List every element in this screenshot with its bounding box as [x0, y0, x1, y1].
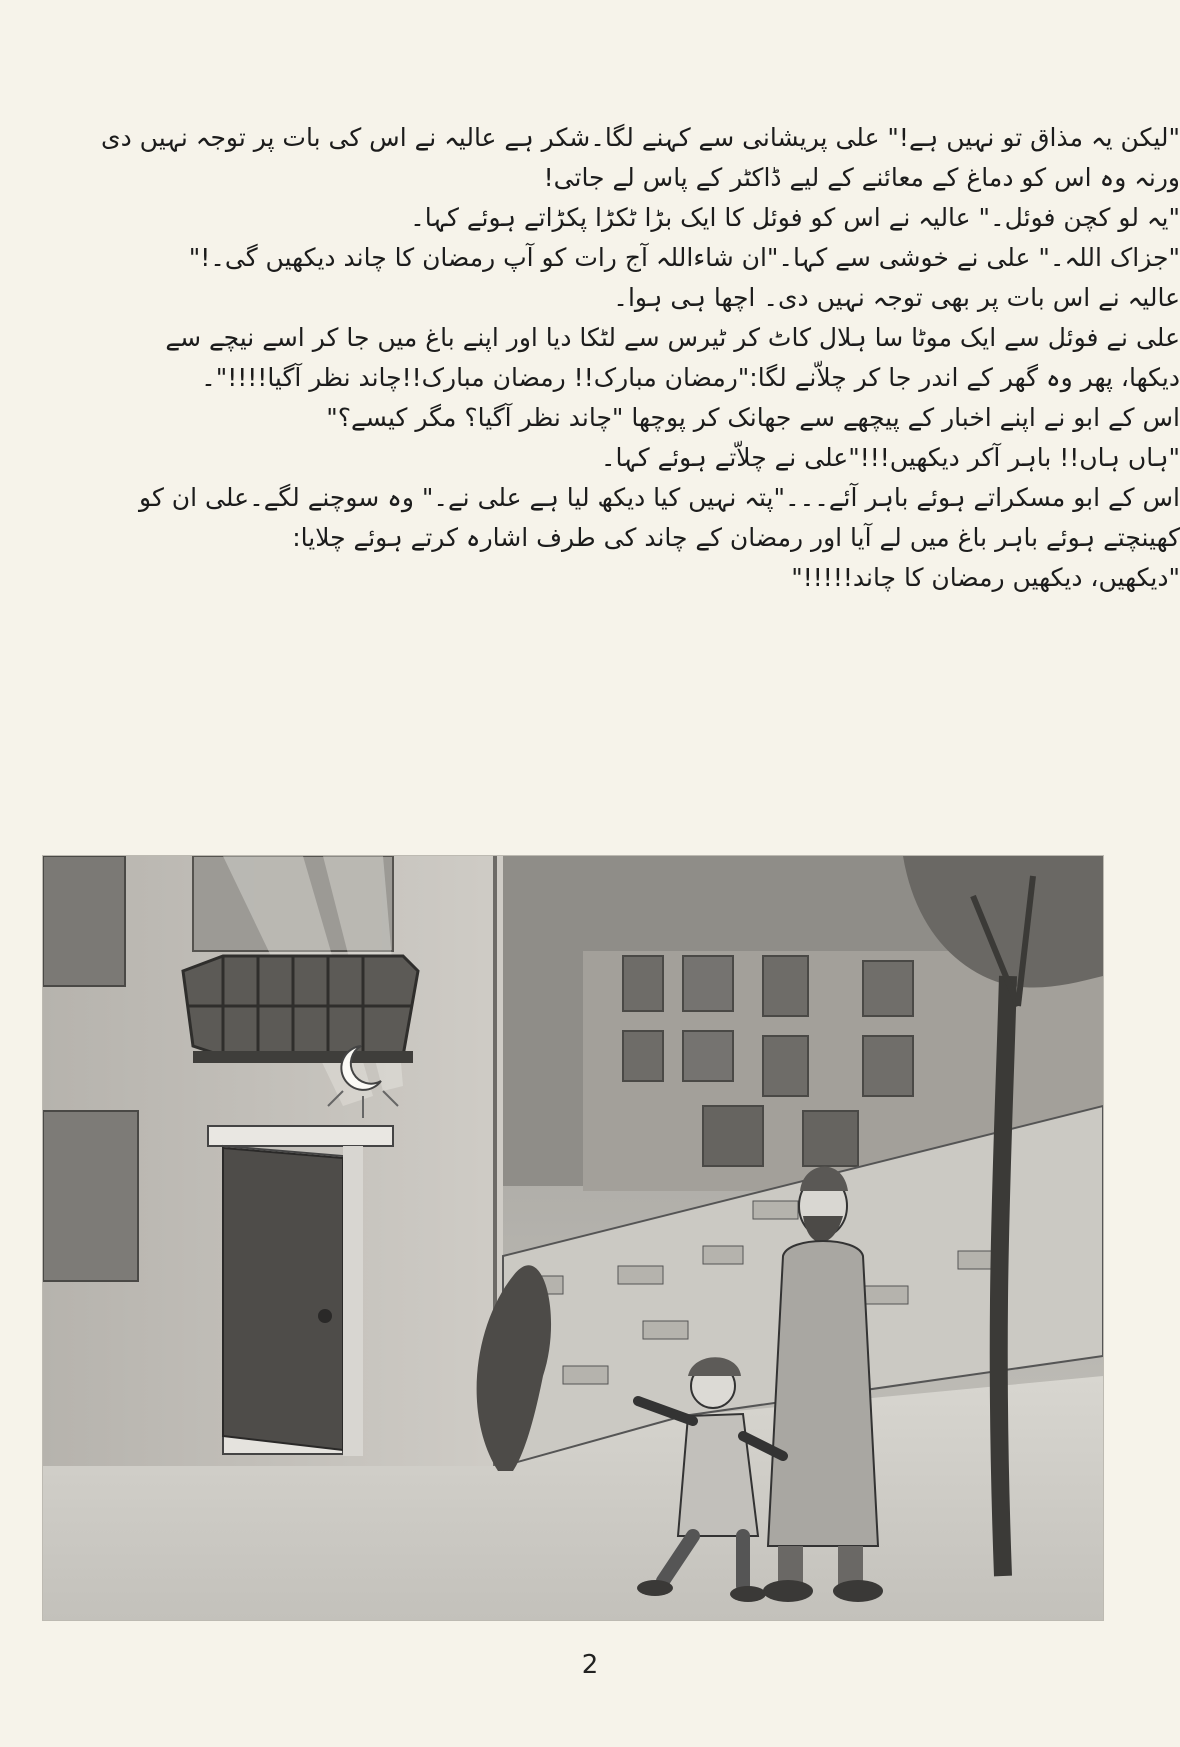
story-line: عالیہ نے اس بات پر بھی توجہ نہیں دی۔ اچھا ہی ہوا۔: [613, 283, 1180, 312]
story-line: ورنہ وہ اس کو دماغ کے معائنے کے لیے ڈاکٹر کے پاس لے جاتی!: [543, 163, 1180, 192]
story-line: اس کے ابو نے اپنے اخبار کے پیچھے سے جھانک کر پوچھا "چاند نظر آگیا؟ مگر کیسے؟": [326, 403, 1180, 432]
story-line: "لیکن یہ مذاق تو نہیں ہے!" علی پریشانی سے کہنے لگا۔شکر ہے عالیہ نے اس کی بات پر توجہ نہیں دی: [101, 123, 1180, 152]
sketch-svg: [43, 856, 1103, 1620]
story-illustration: [42, 855, 1104, 1621]
story-text: [45, 118, 1180, 598]
story-line: "دیکھیں، دیکھیں رمضان کا چاند!!!!!": [791, 563, 1180, 592]
story-line: "جزاک اللہ۔" علی نے خوشی سے کہا۔"ان شاءاللہ آج رات کو آپ رمضان کا چاند دیکھیں گی۔!": [188, 243, 1180, 272]
page-number: 2: [581, 1650, 599, 1680]
story-line: علی نے فوئل سے ایک موٹا سا ہلال کاٹ کر ٹیرس سے لٹکا دیا اور اپنے باغ میں جا کر اسے نیچے سے: [165, 323, 1180, 352]
terrace-balcony: [183, 956, 418, 1063]
story-line: "ہاں ہاں!! باہر آکر دیکھیں!!!"علی نے چلاّتے ہوئے کہا۔: [600, 443, 1180, 472]
story-line: کھینچتے ہوئے باہر باغ میں لے آیا اور رمضان کے چاند کی طرف اشارہ کرتے ہوئے چلایا:: [292, 523, 1180, 552]
story-line: "یہ لو کچن فوئل۔" عالیہ نے اس کو فوئل کا ایک بڑا ٹکڑا پکڑاتے ہوئے کہا۔: [410, 203, 1180, 232]
story-line: دیکھا، پھر وہ گھر کے اندر جا کر چلاّنے لگا:"رمضان مبارک!! رمضان مبارک!!چاند نظر آگیا!!!!"۔: [201, 363, 1180, 392]
story-line: اس کے ابو مسکراتے ہوئے باہر آئے۔۔۔"پتہ نہیں کیا دیکھ لیا ہے علی نے۔" وہ سوچنے لگے۔علی ان کو: [139, 483, 1180, 512]
